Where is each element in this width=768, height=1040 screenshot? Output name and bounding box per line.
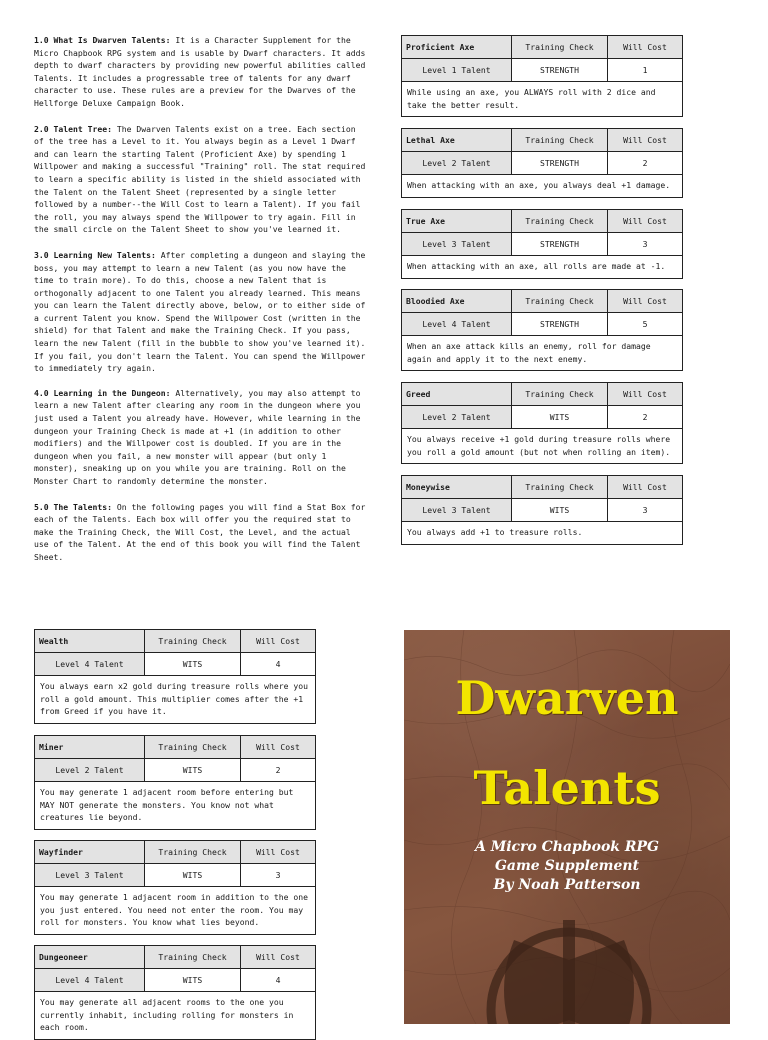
- training-check-value: WITS: [145, 759, 241, 781]
- talent-card-moneywise: [401, 475, 683, 545]
- talent-name: Dungeoneer: [35, 946, 145, 968]
- talent-description: You always receive +1 gold during treasure rolls where you roll a gold amount (but not when rolling an item).: [407, 434, 671, 457]
- cover-title-line-2: Talents: [473, 761, 661, 815]
- talent-name: Moneywise: [402, 476, 512, 498]
- section-heading: 3.0 Learning New Talents:: [34, 249, 156, 260]
- training-check-value: WITS: [512, 499, 608, 521]
- will-cost-header: Will Cost: [623, 389, 667, 399]
- talent-level: Level 4 Talent: [35, 969, 145, 991]
- will-cost-header: Will Cost: [623, 216, 667, 226]
- section-heading: 4.0 Learning in the Dungeon:: [34, 387, 171, 398]
- talent-level: Level 2 Talent: [402, 406, 512, 428]
- training-check-header: Training Check: [512, 129, 608, 151]
- talent-name: Wayfinder: [35, 841, 145, 863]
- training-check-header: Training Check: [145, 736, 241, 758]
- will-cost-value: 4: [275, 975, 281, 985]
- will-cost-value: 2: [642, 158, 648, 168]
- training-check-header: Training Check: [145, 630, 241, 652]
- talent-card-greed: [401, 382, 683, 464]
- talent-level: Level 3 Talent: [35, 864, 145, 886]
- training-check-header: Training Check: [145, 946, 241, 968]
- training-check-header: Training Check: [512, 290, 608, 312]
- will-cost-value: 1: [642, 65, 648, 75]
- talent-name: True Axe: [402, 210, 512, 232]
- talent-description: When an axe attack kills an enemy, roll for damage again and apply it to the next enemy.: [407, 341, 651, 364]
- talent-card-dungeoneer: [34, 945, 316, 1040]
- rules-section-5: [34, 501, 366, 564]
- rules-section-1: [34, 34, 366, 110]
- will-cost-header: Will Cost: [256, 636, 300, 646]
- will-cost-value: 4: [275, 659, 281, 669]
- will-cost-value: 3: [275, 870, 281, 880]
- talent-description: You may generate 1 adjacent room in addition to the one you just entered. You need not enter the room. You may roll for monsters. You know what lies beyond.: [40, 892, 309, 928]
- talent-card-wealth: [34, 629, 316, 724]
- section-body: After completing a dungeon and slaying the boss, you may attempt to learn a new Talent (as you now have the time to train more). To do this, choose a new Talent that is orthogonally adjacent to one Talent you already learned. This means you can learn the Talent directly above, below, or to either side of a current Talent you know. Spend the Willpower Cost (written in the shield) for that Talent and make the Training Check. If you pass, learn the new Talent (fill in the bubble to show you've learned it). If you fail, you don't learn the Talent. You can spend the Willpower to immediately try again.: [34, 249, 366, 374]
- cover-subtitle-line-1: A Micro Chapbook RPG: [474, 839, 659, 855]
- will-cost-header: Will Cost: [256, 847, 300, 857]
- will-cost-header: Will Cost: [623, 42, 667, 52]
- talent-name: Greed: [402, 383, 512, 405]
- will-cost-header: Will Cost: [623, 296, 667, 306]
- talent-description: You may generate all adjacent rooms to the one you currently inhabit, including rolling for monsters in each room.: [40, 997, 294, 1033]
- talent-name: Bloodied Axe: [402, 290, 512, 312]
- talent-level: Level 3 Talent: [402, 499, 512, 521]
- book-cover: [404, 630, 730, 1024]
- training-check-header: Training Check: [512, 210, 608, 232]
- training-check-header: Training Check: [512, 476, 608, 498]
- cover-author: By Noah Patterson: [493, 877, 641, 893]
- cover-title-line-1: Dwarven: [455, 671, 679, 725]
- talent-description: You always earn x2 gold during treasure rolls where you roll a gold amount. This multiplier comes after the +1 from Greed if you have it.: [40, 681, 309, 717]
- axe-emblem-icon: [454, 900, 684, 1024]
- talent-card-true-axe: [401, 209, 683, 279]
- section-heading: 1.0 What Is Dwarven Talents:: [34, 35, 171, 45]
- section-body: Alternatively, you may also attempt to learn a new Talent after clearing any room in the dungeon where you just used a Talent you already have. However, while learning in the dungeon your Training Check is made at +1 (in addition to other modifiers) and the Willpower cost is doubled. If you are in the dungeon when you fail, a new monster will appear (but only 1 monster), sneaking up on you while you are training. Roll on the Monster Chart to randomly determine the monster.: [34, 387, 361, 486]
- talent-level: Level 4 Talent: [402, 313, 512, 335]
- will-cost-value: 3: [642, 505, 648, 515]
- training-check-value: WITS: [145, 653, 241, 675]
- will-cost-header: Will Cost: [256, 952, 300, 962]
- training-check-value: STRENGTH: [512, 233, 608, 255]
- training-check-value: STRENGTH: [512, 313, 608, 335]
- talent-name: Miner: [35, 736, 145, 758]
- talent-card-miner: [34, 735, 316, 830]
- will-cost-header: Will Cost: [623, 482, 667, 492]
- section-body: The Dwarven Talents exist on a tree. Each section of the tree has a Level to it. You always begin as a Level 1 Dwarf and can learn the starting Talent (Proficient Axe) by spending 1 Willpower and making a successful "Training" roll. The stat required to learn a specific ability is listed in the shield associated with the Talent on the Talent Sheet (represented by a single letter followed by a number--the Will Cost to learn a Talent). If you fail the roll, you may always spend the Willpower to try again. Fill in the small circle on the Talent Sheet to show you've learned it.: [34, 123, 366, 235]
- talent-description: You may generate 1 adjacent room before entering but MAY NOT generate the monsters. You know not what creatures lie beyond.: [40, 787, 294, 823]
- training-check-header: Training Check: [512, 383, 608, 405]
- rules-section-4: [34, 387, 366, 488]
- talent-description: You always add +1 to treasure rolls.: [407, 527, 583, 537]
- talent-description: When attacking with an axe, all rolls are made at -1.: [407, 261, 666, 271]
- talent-level: Level 4 Talent: [35, 653, 145, 675]
- talent-level: Level 3 Talent: [402, 233, 512, 255]
- talent-card-bloodied-axe: [401, 289, 683, 371]
- rules-section-3: [34, 249, 366, 375]
- will-cost-value: 2: [642, 412, 648, 422]
- training-check-value: STRENGTH: [512, 59, 608, 81]
- cover-subtitle-line-2: Game Supplement: [494, 858, 640, 874]
- rules-section-2: [34, 123, 366, 236]
- talent-card-lethal-axe: [401, 128, 683, 198]
- training-check-value: WITS: [512, 406, 608, 428]
- talent-description: While using an axe, you ALWAYS roll with 2 dice and take the better result.: [407, 87, 656, 110]
- talent-name: Proficient Axe: [402, 36, 512, 58]
- talent-name: Lethal Axe: [402, 129, 512, 151]
- training-check-value: STRENGTH: [512, 152, 608, 174]
- will-cost-value: 3: [642, 239, 648, 249]
- rules-text: [34, 34, 366, 577]
- talent-card-wayfinder: [34, 840, 316, 935]
- training-check-value: WITS: [145, 969, 241, 991]
- will-cost-header: Will Cost: [256, 742, 300, 752]
- training-check-header: Training Check: [512, 36, 608, 58]
- section-body: On the following pages you will find a Stat Box for each of the Talents. Each box will offer you the required stat to make the Training Check, the Will Cost, the Level, and the actual use of the Talent. At the end of this book you will find the Talent Sheet.: [34, 501, 366, 562]
- will-cost-header: Will Cost: [623, 135, 667, 145]
- will-cost-value: 5: [642, 319, 648, 329]
- section-heading: 2.0 Talent Tree:: [34, 123, 112, 134]
- talent-card-proficient-axe: [401, 35, 683, 117]
- talent-level: Level 1 Talent: [402, 59, 512, 81]
- talent-name: Wealth: [35, 630, 145, 652]
- section-body: It is a Character Supplement for the Micro Chapbook RPG system and is usable by Dwarf characters. It adds depth to dwarf characters by providing new powerful abilities called Talents. It includes a progressable tree of talents for any dwarf character to use. These rules are a preview for the Dwarves of the Hellforge Deluxe Campaign Book.: [34, 35, 366, 108]
- training-check-value: WITS: [145, 864, 241, 886]
- talent-level: Level 2 Talent: [402, 152, 512, 174]
- talent-description: When attacking with an axe, you always deal +1 damage.: [407, 180, 671, 190]
- will-cost-value: 2: [275, 765, 281, 775]
- training-check-header: Training Check: [145, 841, 241, 863]
- talent-level: Level 2 Talent: [35, 759, 145, 781]
- section-heading: 5.0 The Talents:: [34, 501, 112, 512]
